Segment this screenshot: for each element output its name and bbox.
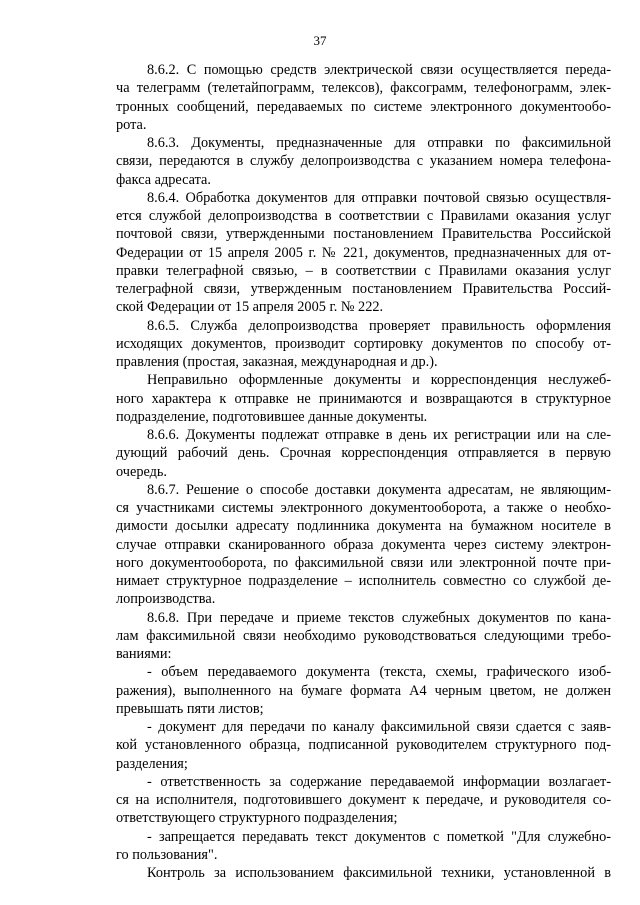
text-line: 8.6.6. Документы подлежат отправке в день их регистрации или на сле- <box>147 427 611 443</box>
list-item-document-volume <box>116 663 611 718</box>
text-line: дующий рабочий день. Срочная корреспонденция отправляется в первую <box>116 445 611 462</box>
list-item-prohibited <box>116 828 611 865</box>
text-line: го пользования". <box>116 846 218 863</box>
page-number: 37 <box>313 33 327 48</box>
text-line: нимает структурное подразделение – исполнитель совместно со службой де- <box>116 573 611 589</box>
text-line: 8.6.4. Обработка документов для отправки почтовой связью осуществля- <box>147 189 611 206</box>
text-line: рота. <box>116 116 147 133</box>
text-line: - объем передаваемого документа (текста, схемы, графического изоб- <box>147 664 611 681</box>
text-line: телеграфной связи, утвержденным постановлением Правительства Россий- <box>116 281 611 297</box>
text-line: ся на исполнителя, подготовившего документ к передаче, и руководителя со- <box>116 792 611 808</box>
text-line: ного характера к отправке не принимаются и возвращаются в структурное <box>116 390 611 407</box>
paragraph-incorrect-documents <box>116 371 611 426</box>
text-line: - ответственность за содержание передаваемой информации возлагает- <box>147 773 611 790</box>
paragraph-fax-control <box>116 864 611 882</box>
text-line: Федерации от 15 апреля 2005 г. № 221, документов, предназначенных для от- <box>116 244 611 261</box>
text-line: 8.6.3. Документы, предназначенные для отправки по факсимильной <box>147 135 611 151</box>
list-item-request-form <box>116 718 611 773</box>
text-line: факса адресата. <box>116 171 211 188</box>
text-line: ответствующего структурного подразделения; <box>116 810 398 827</box>
text-line: исходящих документов, производит сортировку документов по способу от- <box>116 335 611 352</box>
text-line: 8.6.5. Служба делопроизводства проверяет правильность оформления <box>147 317 611 334</box>
text-line: случае отправки сканированного образа документа через систему электрон- <box>116 536 611 553</box>
text-line: 8.6.2. С помощью средств электрической связи осуществляется переда- <box>147 62 611 78</box>
text-line: правления (простая, заказная, международная и др.). <box>116 354 438 370</box>
text-line: связи, передаются в службу делопроизводства с указанием номера телефона- <box>116 153 611 170</box>
paragraph-8-6-3 <box>116 134 611 189</box>
text-line: правки телеграфной связью, – в соответствии с Правилами оказания услуг <box>116 262 611 279</box>
paragraph-8-6-5 <box>116 317 611 372</box>
text-line: ного документооборота, по факсимильной связи или электронной почте при- <box>116 554 611 571</box>
text-line: ся участниками системы электронного документооборота, а также о необхо- <box>116 500 611 516</box>
list-item-responsibility <box>116 773 611 828</box>
paragraph-8-6-7 <box>116 481 611 609</box>
text-line: ской Федерации от 15 апреля 2005 г. № 222. <box>116 299 384 316</box>
text-line: лам факсимильной связи необходимо руководствоваться следующими требо- <box>116 627 611 644</box>
text-line: ется службой делопроизводства в соответствии с Правилами оказания услуг <box>116 208 611 224</box>
text-line: 8.6.7. Решение о способе доставки документа адресатам, не являющим- <box>147 481 611 498</box>
text-line: ражения), выполненного на бумаге формата А4 черным цветом, не должен <box>116 682 611 699</box>
document-body <box>116 61 611 882</box>
text-line: - документ для передачи по каналу факсимильной связи сдается с заяв- <box>147 719 611 735</box>
paragraph-8-6-6 <box>116 426 611 481</box>
text-line: тронных сообщений, передаваемых по системе электронного документообо- <box>116 98 611 115</box>
paragraph-8-6-8 <box>116 609 611 664</box>
text-line: ча телеграмм (телетайпограмм, телексов), факсограмм, телефонограмм, элек- <box>116 80 611 97</box>
text-line: подразделение, подготовившее данные документы. <box>116 408 428 425</box>
text-line: Неправильно оформленные документы и корреспонденция неслужеб- <box>147 372 611 389</box>
text-line: 8.6.8. При передаче и приеме текстов служебных документов по кана- <box>147 609 611 626</box>
text-line: почтовой связи, утвержденными постановлением Правительства Российской <box>116 226 611 243</box>
text-line: кой установленного образца, подписанной руководителем структурного под- <box>116 737 611 754</box>
text-line: очередь. <box>116 463 167 480</box>
text-line: разделения; <box>116 755 188 772</box>
text-line: ваниями: <box>116 646 172 662</box>
paragraph-8-6-2 <box>116 61 611 134</box>
paragraph-8-6-4 <box>116 189 611 317</box>
text-line: лопроизводства. <box>116 591 216 608</box>
text-line: превышать пяти листов; <box>116 700 264 717</box>
text-line: - запрещается передавать текст документов с пометкой "Для служебно- <box>147 828 611 845</box>
text-line: Контроль за использованием факсимильной техники, установленной в <box>147 865 611 881</box>
text-line: димости досылки адресату подлинника документа на бумажном носителе в <box>116 518 611 535</box>
